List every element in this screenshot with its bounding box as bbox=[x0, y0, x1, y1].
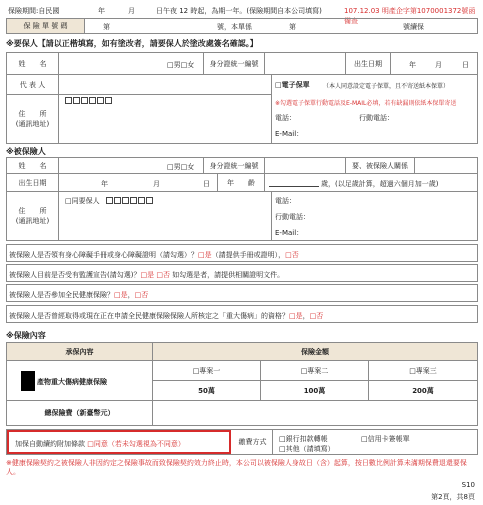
applicant-postal-code[interactable] bbox=[65, 97, 113, 105]
renewal-row: 加保自動續約附加條款 □同意（若未勾選視為不同意） 繳費方式 □銀行扣款轉帳 □信用卡簽帳單 □其他（請填寫） bbox=[6, 429, 478, 455]
coverage-table: 承保內容 保險金額 產物重大傷病健康保險 □專案一 □專案二 □專案三 50萬 100萬 200萬 總保險費（新臺幣元） bbox=[6, 342, 478, 426]
applicant-section-title: ※要保人【請以正楷填寫，如有塗改者，請要保人於塗改處簽名確認。】 bbox=[6, 39, 258, 48]
question-disability: 被保險人是否領有身心障礙手冊或身心障礙證明（請勾選）？□是（請提供手冊或證明），□否 bbox=[6, 244, 478, 262]
insured-table: 姓 名 □男□女 身分證統一編號 要、被保險人關係 出生日期 年 月 日 年 齡 歲，(以足歲計算，超過六個月加一歲) 住 所 (通訊地址) □同要保人 電話： 行動電話： E-Mail： bbox=[6, 157, 478, 241]
applicant-table: 姓 名 □男 □女 身分證統一編號 出生日期 年 月 日 代 表 人 □電子保單 （本人同意設定電子保單，且不寄送紙本保單） ※勾選電子保單行動電話及E-MAIL必填，若有缺漏則依紙本保單寄送 住 所 (通訊地址) 電話： 行動電話： E-Mail： bbox=[6, 52, 478, 144]
approval-number: 107.12.03 明產企字第1070001372號函備查 bbox=[344, 7, 476, 25]
applicant-gender[interactable]: □男 □女 bbox=[167, 61, 195, 69]
insured-gender[interactable]: □男□女 bbox=[167, 163, 195, 171]
form-code: S10 bbox=[461, 481, 475, 489]
policy-number-row: 保 險 單 號 碼 第 號，本單係 第 號續保 bbox=[6, 18, 478, 34]
plan-1-checkbox[interactable]: □專案一 bbox=[153, 361, 261, 381]
footer-note: ※健康保險契約之被保險人非因約定之保險事故而致保險契約效力終止時，本公司以被保險人身故日（含）起算，按日數比例計算未滿期保費退還要保人。 bbox=[6, 459, 467, 476]
question-guardianship: 被保險人目前是否受有監護宣告(請勾選)？□是 □否 如勾選是者，請提供相關證明文件。 bbox=[6, 264, 478, 282]
pay-card-checkbox[interactable]: □信用卡簽帳單 bbox=[361, 435, 410, 443]
period-line: 保險期間:自民國 年 月 日午夜 12 時起，為期一年。(保險期間自本公司填寫) 107.12.03 明產企字第1070001372號函備查 bbox=[8, 6, 478, 18]
insured-section-title: ※被保險人 bbox=[6, 147, 46, 156]
redacted-block bbox=[21, 371, 35, 391]
question-major-illness: 被保險人是否曾經取得或現在正在申請全民健康保險保險人所核定之「重大傷病」的資格？□是，□否 bbox=[6, 305, 478, 323]
applicant-name-label: 姓 名 bbox=[7, 53, 59, 75]
pay-bank-checkbox[interactable]: □銀行扣款轉帳 bbox=[279, 435, 328, 443]
policy-number-label: 保 險 單 號 碼 bbox=[7, 19, 85, 33]
auto-renewal-checkbox[interactable]: □同意 bbox=[87, 440, 108, 448]
pay-other-checkbox[interactable]: □其他（請填寫） bbox=[279, 445, 335, 453]
insured-same-as-applicant[interactable]: □同要保人 bbox=[65, 196, 154, 206]
plan-2-checkbox[interactable]: □專案二 bbox=[261, 361, 369, 381]
e-policy-checkbox[interactable]: □電子保單 bbox=[275, 81, 310, 89]
question-nhi: 被保險人是否參加全民健康保險？□是，□否 bbox=[6, 284, 478, 302]
page-number: 第2頁，共8頁 bbox=[431, 493, 475, 501]
auto-renewal-box: 加保自動續約附加條款 □同意（若未勾選視為不同意） bbox=[7, 430, 231, 454]
coverage-section-title: ※保險內容 bbox=[6, 331, 46, 340]
plan-3-checkbox[interactable]: □專案三 bbox=[369, 361, 477, 381]
